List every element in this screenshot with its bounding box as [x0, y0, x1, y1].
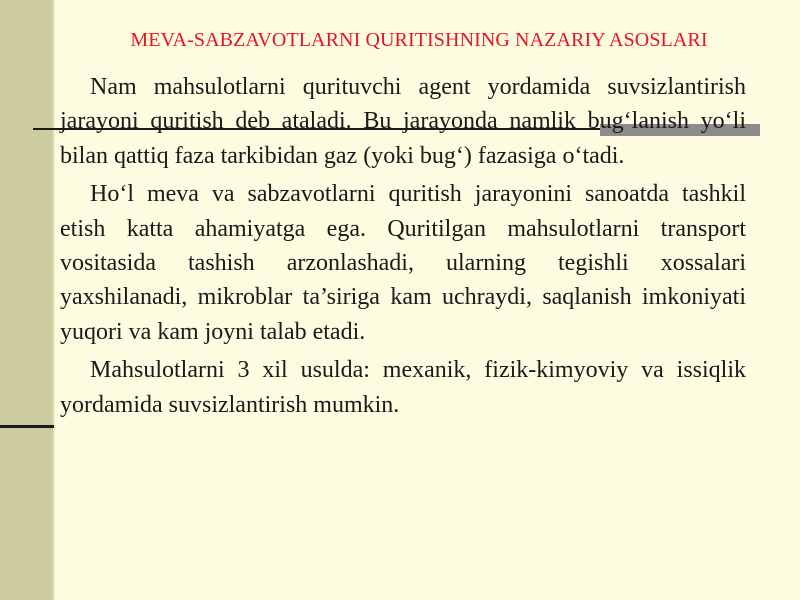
slide-body: [60, 70, 746, 426]
left-decorative-band: [0, 0, 53, 600]
band-edge-line: [53, 0, 55, 600]
slide-title: MEVA-SABZAVOTLARNI QURITISHNING NAZARIY ASOSLARI: [130, 29, 708, 51]
paragraph-dehydration-methods: Mahsulotlarni 3 xil usulda: mexanik, fizik-kimyoviy va issiqlik yordamida suvsizlantirish mumkin.: [60, 357, 746, 418]
paragraph-drying-definition: Nam mahsulotlarni qurituvchi agent yordamida suvsizlantirish jarayoni quritish deb ataladi. Bu jarayonda namlik bug‘lanish yo‘li bilan qattiq faza tarkibidan gaz (yoki bug‘) fazasiga o‘tadi.: [60, 74, 746, 169]
horizontal-rule-bottom: [0, 425, 54, 428]
paragraph-industrial-drying: Ho‘l meva va sabzavotlarni quritish jarayonini sanoatda tashkil etish katta ahamiyatga ega. Quritilgan mahsulotlarni transport vositasida tashish arzonlashadi, ularning tegishli xossalari yaxshilanadi, mikroblar ta’siriga kam uchraydi, saqlanish imkoniyati yuqori va kam joyni talab etadi.: [60, 181, 746, 345]
